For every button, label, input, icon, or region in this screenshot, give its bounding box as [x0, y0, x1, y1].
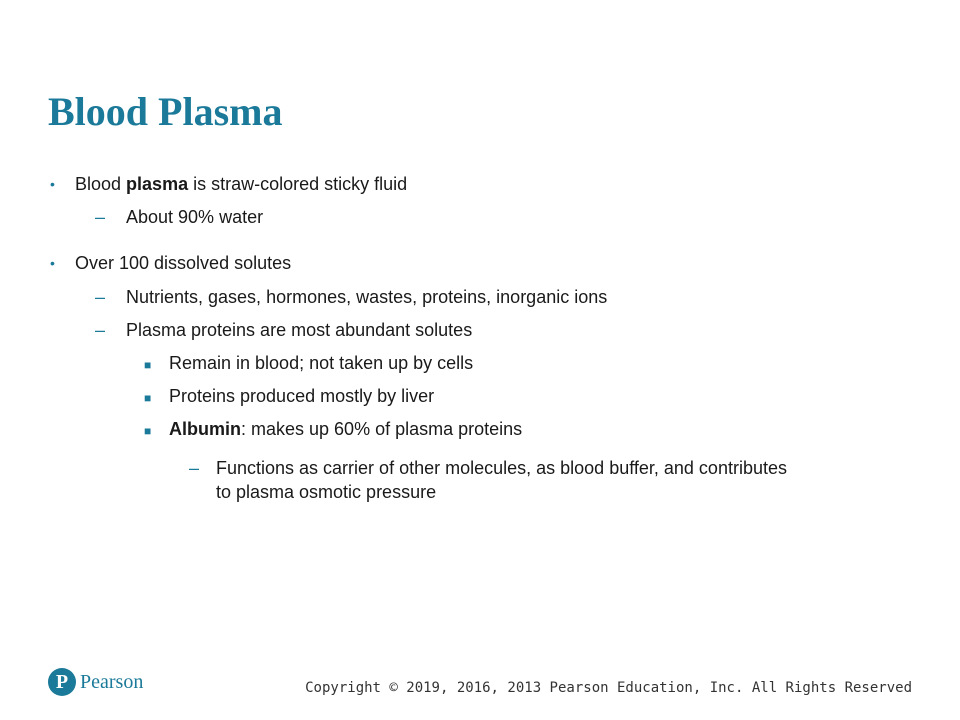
pearson-logo [48, 668, 143, 696]
bullet-2 [50, 251, 292, 275]
bullet-2-sub-2-item-1-text: Remain in blood; not taken up by cells [169, 353, 474, 373]
albumin-sub-1-cont [216, 480, 436, 504]
bullet-2-sub-1-text: Nutrients, gases, hormones, wastes, proteins, inorganic ions [126, 287, 608, 307]
bullet-marker: • [50, 176, 55, 192]
albumin-sub-1-line-1: Functions as carrier of other molecules, as blood buffer, and contributes [216, 458, 787, 478]
square-marker: ■ [144, 358, 152, 372]
bullet-2-sub-2-item-2-text: Proteins produced mostly by liver [169, 386, 435, 406]
bullet-2-sub-2-text: Plasma proteins are most abundant solutes [126, 320, 473, 340]
dash-marker: – [95, 287, 106, 307]
bullet-2-sub-2-item-3 [144, 417, 523, 441]
bullet-1-text-pre: Blood [75, 174, 127, 194]
dash-marker: – [189, 458, 200, 478]
bullet-2-sub-1 [95, 285, 608, 309]
bullet-marker: • [50, 255, 55, 271]
bullet-2-sub-2-item-1 [144, 351, 474, 375]
pearson-logo-icon: P [48, 668, 76, 696]
albumin-sub-1-line-2: to plasma osmotic pressure [216, 482, 437, 502]
bullet-1-sub-1 [95, 205, 264, 229]
albumin-sub-1 [189, 456, 787, 480]
dash-marker: – [95, 320, 106, 340]
bullet-1-sub-1-text: About 90% water [126, 207, 264, 227]
bullet-2-sub-2 [95, 318, 473, 342]
albumin-bold: Albumin [169, 419, 241, 439]
square-marker: ■ [144, 424, 152, 438]
bullet-2-sub-2-item-3-text: : makes up 60% of plasma proteins [241, 419, 523, 439]
square-marker: ■ [144, 391, 152, 405]
slide-title: Blood Plasma [48, 89, 283, 134]
bullet-2-text: Over 100 dissolved solutes [75, 253, 292, 273]
bullet-1 [50, 172, 408, 196]
pearson-logo-text: Pearson [80, 670, 144, 693]
bullet-1-text-post: is straw-colored sticky fluid [188, 174, 408, 194]
copyright-notice: Copyright © 2019, 2016, 2013 Pearson Education, Inc. All Rights Reserved [305, 680, 912, 696]
dash-marker: – [95, 207, 106, 227]
bullet-1-bold: plasma [126, 174, 189, 194]
bullet-2-sub-2-item-2 [144, 384, 435, 408]
